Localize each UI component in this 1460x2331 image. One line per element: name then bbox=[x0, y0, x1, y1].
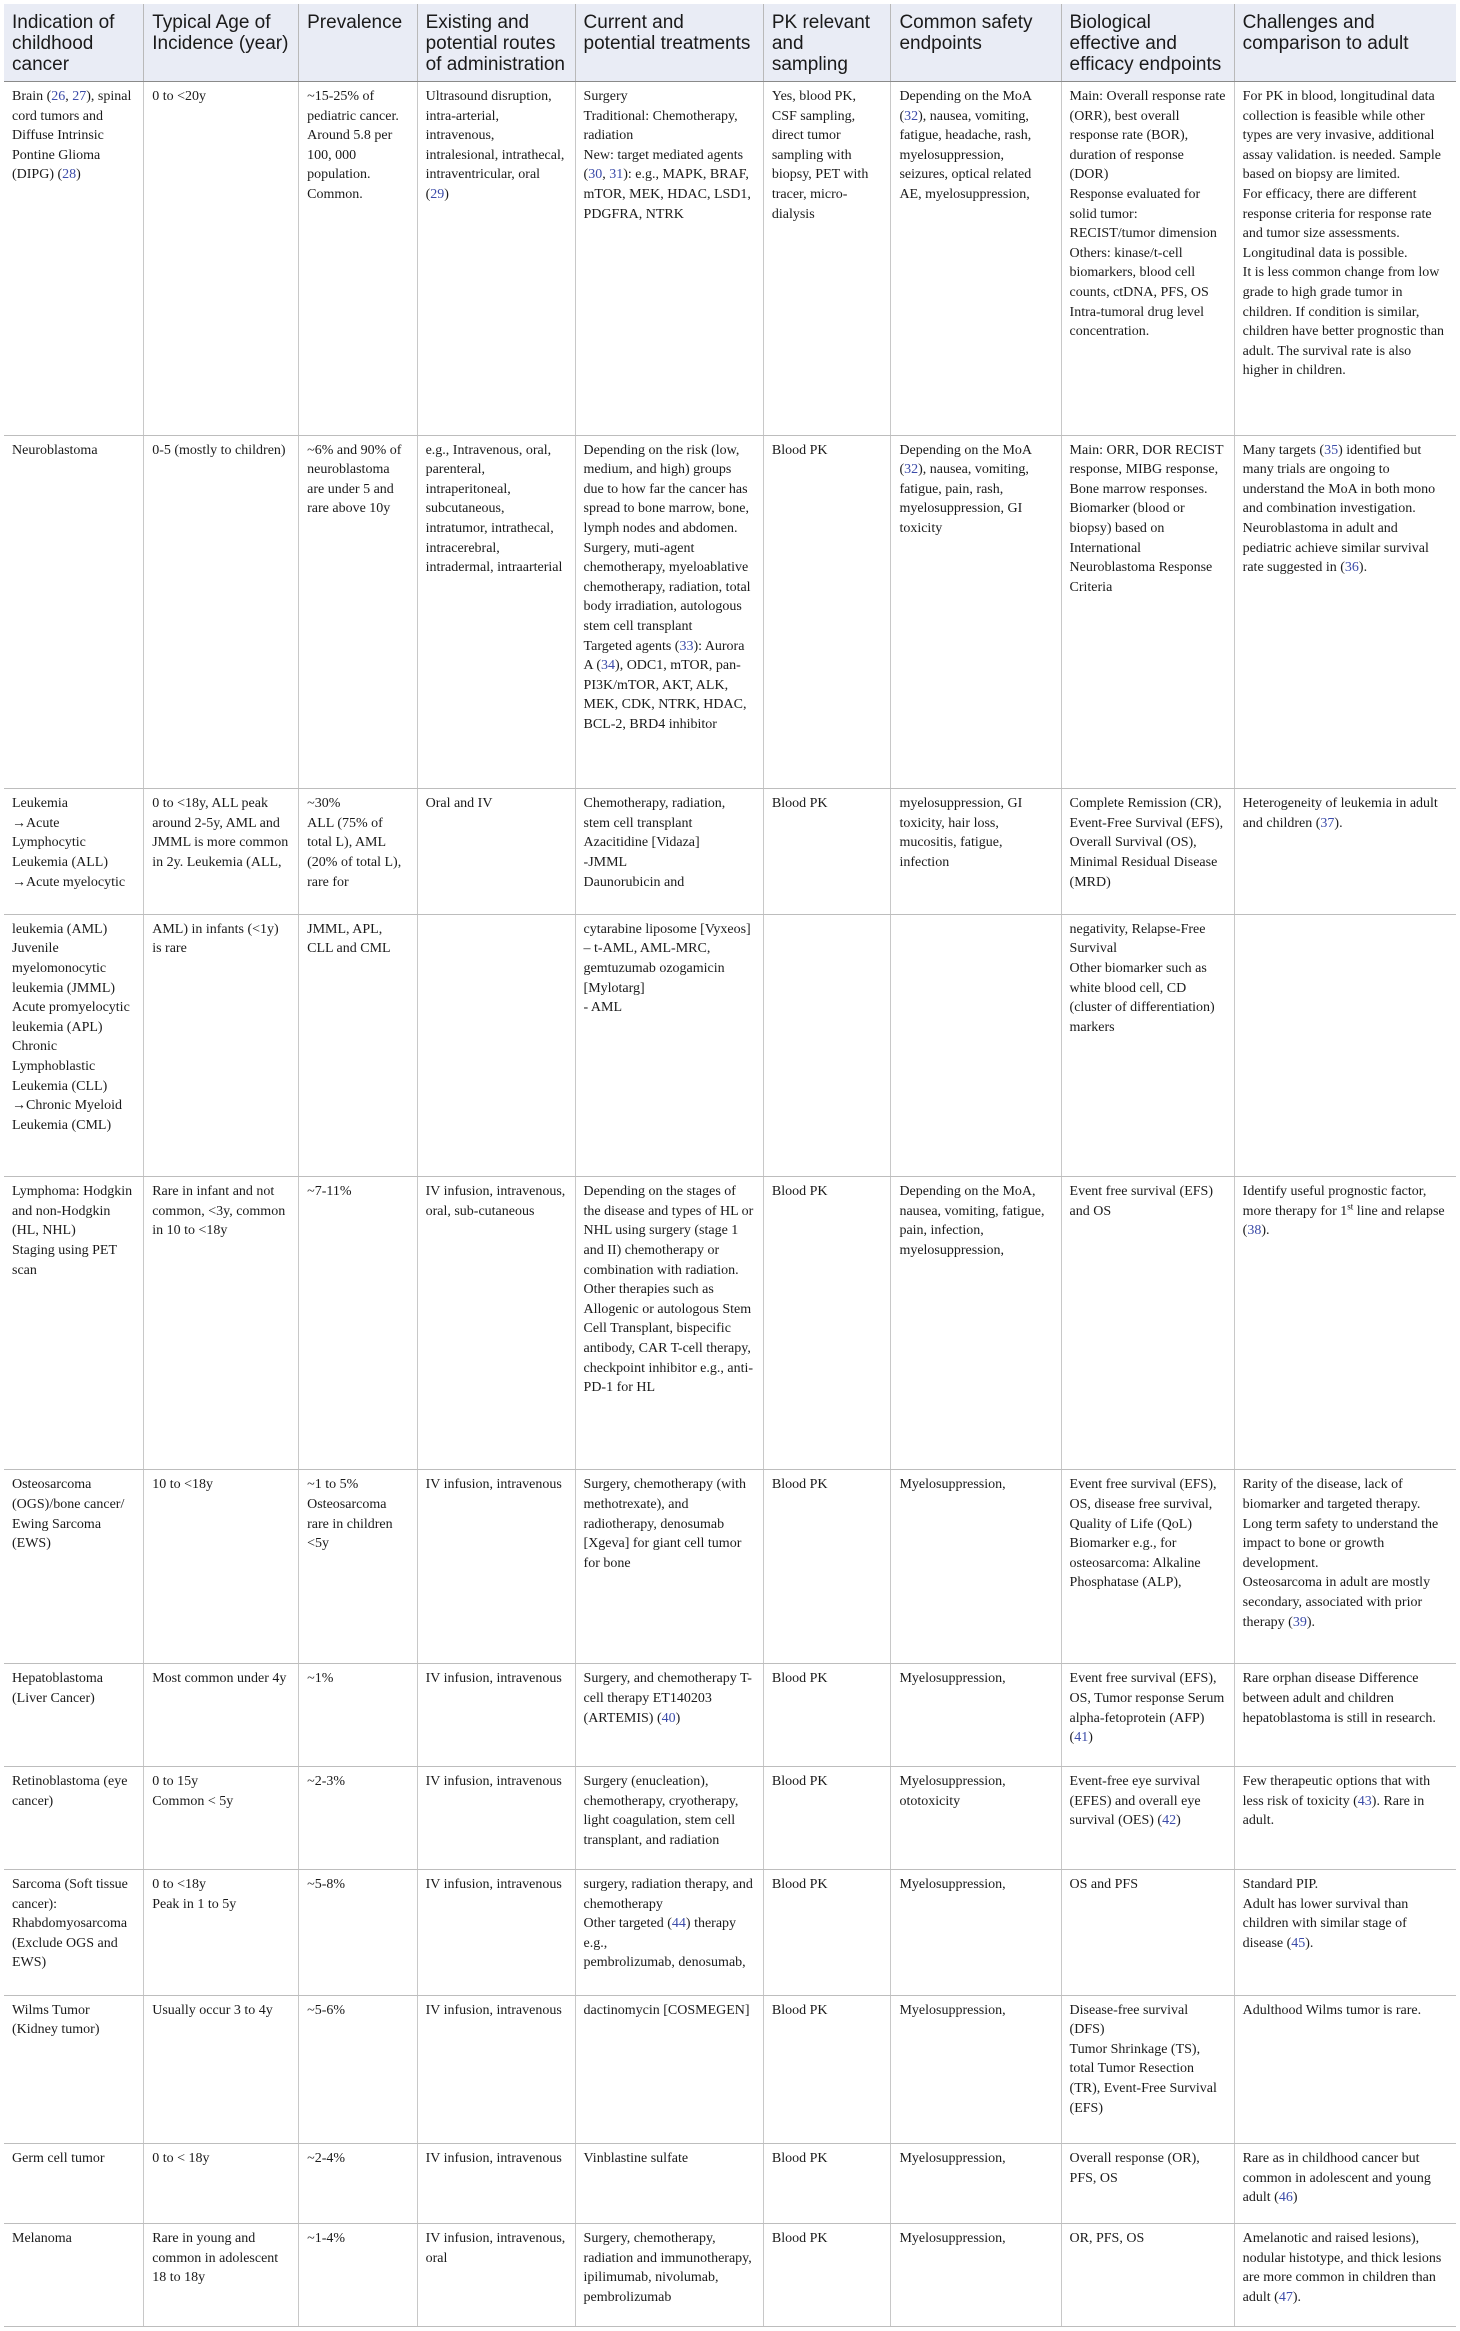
cell-pk: Blood PK bbox=[763, 1470, 891, 1664]
cell-indication: Neuroblastoma bbox=[4, 435, 144, 789]
cell-routes: IV infusion, intravenous bbox=[417, 1995, 575, 2143]
table-row bbox=[4, 1177, 1456, 1470]
cell-treatments: Surgery, chemotherapy, radiation and immunotherapy, ipilimumab, nivolumab, pembrolizumab bbox=[575, 2224, 763, 2327]
cell-routes bbox=[417, 914, 575, 1176]
table-row bbox=[4, 1767, 1456, 1870]
cell-safety: Myelosuppression, bbox=[891, 1870, 1061, 1996]
cell-treatments: Depending on the stages of the disease and types of HL or NHL using surgery (stage 1 and II) chemotherapy or combination with radiation. Other therapies such as Allogenic or autologous Stem Cell Transplant, bispecific antibody, CAR T-cell therapy, checkpoint inhibitor e.g., anti- PD-1 for HL bbox=[575, 1177, 763, 1470]
header-row bbox=[4, 4, 1456, 82]
cell-efficacy: Main: ORR, DOR RECIST response, MIBG response, Bone marrow responses. Biomarker (blood or biopsy) based on International Neuroblastoma Response Criteria bbox=[1061, 435, 1234, 789]
cell-pk: Blood PK bbox=[763, 2144, 891, 2224]
cell-prevalence: ~5-8% bbox=[299, 1870, 417, 1996]
cell-safety: Myelosuppression, bbox=[891, 1470, 1061, 1664]
cell-age: 0 to 15y Common < 5y bbox=[144, 1767, 299, 1870]
cell-prevalence: ~2-3% bbox=[299, 1767, 417, 1870]
cell-challenges: Heterogeneity of leukemia in adult and children (37). bbox=[1234, 789, 1456, 915]
cell-indication: Germ cell tumor bbox=[4, 2144, 144, 2224]
table-page bbox=[4, 4, 1456, 2327]
cell-treatments: Chemotherapy, radiation, stem cell transplant Azacitidine [Vidaza] -JMML Daunorubicin and bbox=[575, 789, 763, 915]
table-row bbox=[4, 435, 1456, 789]
cell-safety bbox=[891, 914, 1061, 1176]
cell-prevalence: ~6% and 90% of neuroblastoma are under 5 and rare above 10y bbox=[299, 435, 417, 789]
col-header-pk: PK relevant and sampling bbox=[763, 4, 891, 82]
cell-age: 0 to <18y, ALL peak around 2-5y, AML and JMML is more common in 2y. Leukemia (ALL, bbox=[144, 789, 299, 915]
cell-routes: IV infusion, intravenous, oral, sub-cutaneous bbox=[417, 1177, 575, 1470]
table-row bbox=[4, 2144, 1456, 2224]
col-header-age: Typical Age of Incidence (year) bbox=[144, 4, 299, 82]
table-row bbox=[4, 1995, 1456, 2143]
cell-pk: Yes, blood PK, CSF sampling, direct tumor sampling with biopsy, PET with tracer, micro-dialysis bbox=[763, 82, 891, 436]
cell-pk: Blood PK bbox=[763, 2224, 891, 2327]
cell-safety: Depending on the MoA (32), nausea, vomiting, fatigue, pain, rash, myelosuppression, GI toxicity bbox=[891, 435, 1061, 789]
cell-pk: Blood PK bbox=[763, 789, 891, 915]
cell-treatments: Surgery, and chemotherapy T-cell therapy ET140203 (ARTEMIS) (40) bbox=[575, 1664, 763, 1767]
cell-efficacy: Event-free eye survival (EFES) and overall eye survival (OES) (42) bbox=[1061, 1767, 1234, 1870]
cell-challenges: Identify useful prognostic factor, more therapy for 1st line and relapse (38). bbox=[1234, 1177, 1456, 1470]
cell-efficacy: Disease-free survival (DFS) Tumor Shrinkage (TS), total Tumor Resection (TR), Event-Free Survival (EFS) bbox=[1061, 1995, 1234, 2143]
cell-challenges: Rare orphan disease Difference between adult and children hepatoblastoma is still in research. bbox=[1234, 1664, 1456, 1767]
cell-challenges: Rare as in childhood cancer but common in adolescent and young adult (46) bbox=[1234, 2144, 1456, 2224]
cell-efficacy: Event free survival (EFS), OS, disease free survival, Quality of Life (QoL) Biomarker e.g., for osteosarcoma: Alkaline Phosphatase (ALP), bbox=[1061, 1470, 1234, 1664]
cell-age: Rare in infant and not common, <3y, common in 10 to <18y bbox=[144, 1177, 299, 1470]
cell-safety: Depending on the MoA (32), nausea, vomiting, fatigue, headache, rash, myelosuppression, seizures, optical related AE, myelosuppression, bbox=[891, 82, 1061, 436]
cell-pk bbox=[763, 914, 891, 1176]
cell-pk: Blood PK bbox=[763, 1767, 891, 1870]
cell-challenges: Amelanotic and raised lesions), nodular histotype, and thick lesions are more common in children than adult (47). bbox=[1234, 2224, 1456, 2327]
cell-challenges: Many targets (35) identified but many trials are ongoing to understand the MoA in both mono and combination investigation. Neuroblastoma in adult and pediatric achieve similar survival rate suggested in (36). bbox=[1234, 435, 1456, 789]
cell-age: Most common under 4y bbox=[144, 1664, 299, 1767]
col-header-prevalence: Prevalence bbox=[299, 4, 417, 82]
cell-pk: Blood PK bbox=[763, 1995, 891, 2143]
cell-safety: Myelosuppression, bbox=[891, 2144, 1061, 2224]
table-row bbox=[4, 2224, 1456, 2327]
col-header-safety: Common safety endpoints bbox=[891, 4, 1061, 82]
cell-prevalence: ~2-4% bbox=[299, 2144, 417, 2224]
cell-routes: IV infusion, intravenous bbox=[417, 1664, 575, 1767]
cell-routes: IV infusion, intravenous bbox=[417, 1470, 575, 1664]
cell-treatments: surgery, radiation therapy, and chemotherapy Other targeted (44) therapy e.g., pembrolizumab, denosumab, bbox=[575, 1870, 763, 1996]
cell-routes: e.g., Intravenous, oral, parenteral, intraperitoneal, subcutaneous, intratumor, intrathecal, intracerebral, intradermal, intraarterial bbox=[417, 435, 575, 789]
table-row bbox=[4, 1870, 1456, 1996]
cell-safety: Depending on the MoA, nausea, vomiting, fatigue, pain, infection, myelosuppression, bbox=[891, 1177, 1061, 1470]
cell-prevalence: ~5-6% bbox=[299, 1995, 417, 2143]
cell-efficacy: OS and PFS bbox=[1061, 1870, 1234, 1996]
cell-challenges bbox=[1234, 914, 1456, 1176]
cell-challenges: Few therapeutic options that with less risk of toxicity (43). Rare in adult. bbox=[1234, 1767, 1456, 1870]
col-header-routes: Existing and potential routes of administration bbox=[417, 4, 575, 82]
cell-indication: Osteosarcoma (OGS)/bone cancer/ Ewing Sarcoma (EWS) bbox=[4, 1470, 144, 1664]
cell-challenges: For PK in blood, longitudinal data collection is feasible while other types are very invasive, additional assay validation. is needed. Sample based on biopsy are limited. For efficacy, there are different response criteria for response rate and tumor size assessments. Longitudinal data is possible. It is less common change from low grade to high grade tumor in children. If condition is similar, children have better prognostic than adult. The survival rate is also higher in children. bbox=[1234, 82, 1456, 436]
cell-routes: IV infusion, intravenous bbox=[417, 1870, 575, 1996]
cell-routes: IV infusion, intravenous bbox=[417, 1767, 575, 1870]
table-row bbox=[4, 789, 1456, 915]
cell-safety: Myelosuppression, ototoxicity bbox=[891, 1767, 1061, 1870]
col-header-efficacy: Biological effective and efficacy endpoints bbox=[1061, 4, 1234, 82]
cell-indication: Sarcoma (Soft tissue cancer): Rhabdomyosarcoma (Exclude OGS and EWS) bbox=[4, 1870, 144, 1996]
table-row bbox=[4, 82, 1456, 436]
cell-age: Rare in young and common in adolescent 18 to 18y bbox=[144, 2224, 299, 2327]
cell-routes: Ultrasound disruption, intra-arterial, intravenous, intralesional, intrathecal, intraventricular, oral (29) bbox=[417, 82, 575, 436]
cell-routes: Oral and IV bbox=[417, 789, 575, 915]
cell-prevalence: ~7-11% bbox=[299, 1177, 417, 1470]
cell-efficacy: OR, PFS, OS bbox=[1061, 2224, 1234, 2327]
cell-pk: Blood PK bbox=[763, 435, 891, 789]
cell-pk: Blood PK bbox=[763, 1870, 891, 1996]
cell-safety: myelosuppression, GI toxicity, hair loss, mucositis, fatigue, infection bbox=[891, 789, 1061, 915]
cell-treatments: Surgery (enucleation), chemotherapy, cryotherapy, light coagulation, stem cell transplant, and radiation bbox=[575, 1767, 763, 1870]
cell-indication: Retinoblastoma (eye cancer) bbox=[4, 1767, 144, 1870]
cell-safety: Myelosuppression, bbox=[891, 1995, 1061, 2143]
table-row bbox=[4, 1664, 1456, 1767]
cell-efficacy: Complete Remission (CR), Event-Free Survival (EFS), Overall Survival (OS), Minimal Residual Disease (MRD) bbox=[1061, 789, 1234, 915]
cell-prevalence: ~1-4% bbox=[299, 2224, 417, 2327]
cell-efficacy: Event free survival (EFS), OS, Tumor response Serum alpha-fetoprotein (AFP) (41) bbox=[1061, 1664, 1234, 1767]
cell-indication: Lymphoma: Hodgkin and non-Hodgkin (HL, NHL) Staging using PET scan bbox=[4, 1177, 144, 1470]
cell-challenges: Adulthood Wilms tumor is rare. bbox=[1234, 1995, 1456, 2143]
col-header-challenges: Challenges and comparison to adult bbox=[1234, 4, 1456, 82]
col-header-indication: Indication of childhood cancer bbox=[4, 4, 144, 82]
cell-age: Usually occur 3 to 4y bbox=[144, 1995, 299, 2143]
cell-prevalence: ~1% bbox=[299, 1664, 417, 1767]
cell-efficacy: Overall response (OR), PFS, OS bbox=[1061, 2144, 1234, 2224]
cell-indication: Leukemia →Acute Lymphocytic Leukemia (ALL) →Acute myelocytic bbox=[4, 789, 144, 915]
cell-indication: Melanoma bbox=[4, 2224, 144, 2327]
cell-safety: Myelosuppression, bbox=[891, 1664, 1061, 1767]
cell-routes: IV infusion, intravenous, oral bbox=[417, 2224, 575, 2327]
cell-treatments: Vinblastine sulfate bbox=[575, 2144, 763, 2224]
cell-safety: Myelosuppression, bbox=[891, 2224, 1061, 2327]
cell-challenges: Rarity of the disease, lack of biomarker and targeted therapy. Long term safety to understand the impact to bone or growth development. Osteosarcoma in adult are mostly secondary, associated with prior therapy (39). bbox=[1234, 1470, 1456, 1664]
cell-efficacy: negativity, Relapse-Free Survival Other biomarker such as white blood cell, CD (cluster of differentiation) markers bbox=[1061, 914, 1234, 1176]
cell-prevalence: ~30% ALL (75% of total L), AML (20% of total L), rare for bbox=[299, 789, 417, 915]
col-header-treatments: Current and potential treatments bbox=[575, 4, 763, 82]
cell-prevalence: ~1 to 5% Osteosarcoma rare in children <5y bbox=[299, 1470, 417, 1664]
table-row bbox=[4, 1470, 1456, 1664]
cell-age: 10 to <18y bbox=[144, 1470, 299, 1664]
cell-prevalence: ~15-25% of pediatric cancer. Around 5.8 per 100, 000 population. Common. bbox=[299, 82, 417, 436]
cell-age: 0 to < 18y bbox=[144, 2144, 299, 2224]
cell-age: AML) in infants (<1y) is rare bbox=[144, 914, 299, 1176]
cell-routes: IV infusion, intravenous bbox=[417, 2144, 575, 2224]
cell-efficacy: Event free survival (EFS) and OS bbox=[1061, 1177, 1234, 1470]
cell-pk: Blood PK bbox=[763, 1664, 891, 1767]
cell-treatments: cytarabine liposome [Vyxeos] – t-AML, AML-MRC, gemtuzumab ozogamicin [Mylotarg] - AML bbox=[575, 914, 763, 1176]
cell-indication: Wilms Tumor (Kidney tumor) bbox=[4, 1995, 144, 2143]
table-body bbox=[4, 82, 1456, 2327]
cell-prevalence: JMML, APL, CLL and CML bbox=[299, 914, 417, 1176]
childhood-cancer-table bbox=[4, 4, 1456, 2327]
cell-age: 0 to <18y Peak in 1 to 5y bbox=[144, 1870, 299, 1996]
table-row bbox=[4, 914, 1456, 1176]
cell-pk: Blood PK bbox=[763, 1177, 891, 1470]
cell-treatments: Surgery, chemotherapy (with methotrexate), and radiotherapy, denosumab [Xgeva] for giant cell tumor for bone bbox=[575, 1470, 763, 1664]
cell-indication: leukemia (AML) Juvenile myelomonocytic leukemia (JMML) Acute promyelocytic leukemia (APL) Chronic Lymphoblastic Leukemia (CLL) →Chronic Myeloid Leukemia (CML) bbox=[4, 914, 144, 1176]
cell-challenges: Standard PIP. Adult has lower survival than children with similar stage of disease (45). bbox=[1234, 1870, 1456, 1996]
cell-treatments: Depending on the risk (low, medium, and high) groups due to how far the cancer has spread to bone marrow, bone, lymph nodes and abdomen. Surgery, muti-agent chemotherapy, myeloablative chemotherapy, radiation, total body irradiation, autologous stem cell transplant Targeted agents (33): Aurora A (34), ODC1, mTOR, pan-PI3K/mTOR, AKT, ALK, MEK, CDK, NTRK, HDAC, BCL-2, BRD4 inhibitor bbox=[575, 435, 763, 789]
cell-age: 0-5 (mostly to children) bbox=[144, 435, 299, 789]
cell-indication: Brain (26, 27), spinal cord tumors and Diffuse Intrinsic Pontine Glioma (DIPG) (28) bbox=[4, 82, 144, 436]
cell-age: 0 to <20y bbox=[144, 82, 299, 436]
cell-treatments: Surgery Traditional: Chemotherapy, radiation New: target mediated agents (30, 31): e.g., MAPK, BRAF, mTOR, MEK, HDAC, LSD1, PDGFRA, NTRK bbox=[575, 82, 763, 436]
cell-treatments: dactinomycin [COSMEGEN] bbox=[575, 1995, 763, 2143]
cell-efficacy: Main: Overall response rate (ORR), best overall response rate (BOR), duration of response (DOR) Response evaluated for solid tumor: RECIST/tumor dimension Others: kinase/t-cell biomarkers, blood cell counts, ctDNA, PFS, OS Intra-tumoral drug level concentration. bbox=[1061, 82, 1234, 436]
cell-indication: Hepatoblastoma (Liver Cancer) bbox=[4, 1664, 144, 1767]
